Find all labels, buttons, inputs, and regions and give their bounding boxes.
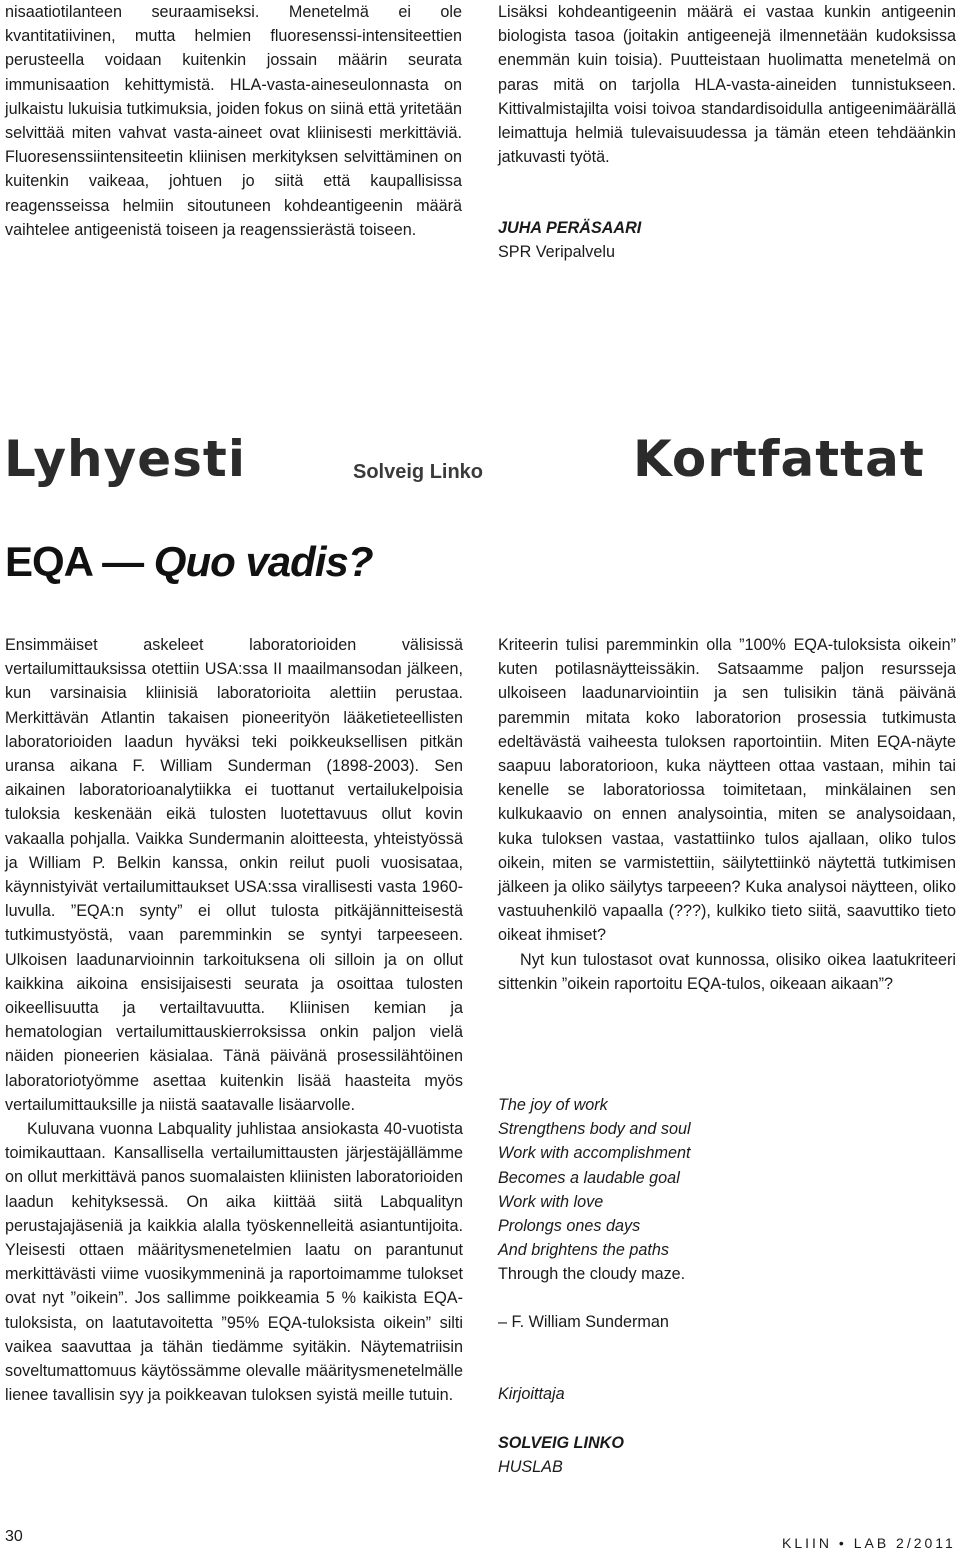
banner-author: Solveig Linko (353, 461, 484, 483)
previous-article-author-org: SPR Veripalvelu (498, 243, 615, 261)
article-headline (5, 538, 373, 586)
signature-org: HUSLAB (498, 1458, 563, 1476)
page-number: 30 (5, 1528, 23, 1545)
article-paragraph: Kriteerin tulisi paremminkin olla ”100% EQA-tuloksista oikein” kuten potilasnäytteissäkin. Satsaamme paljon resursseja ulkoiseen laadunarviointiin ja sen tulisikin tänä päivänä paremmin mitata koko laboratorion prosessia tutkimusta edeltävästä vaiheesta tuloksen raportointiin. Miten EQA-näyte saapuu laboratorioon, kuka näytteen ottaa vastaan, mihin tai kenelle se laboratoriossa toimitetaan, minkälainen sen kulkukaavio on ennen analysointia, miten se analysoidaan, kuka tuloksen vastaa, vastattiinko tulos ajallaan, oliko tulos oikein, miten se varmistettiin, säilytettiinkö näytettä tutkimisen jälkeen ja oliko säilytys tarpeeen? Kuka analysoi näytteen, oliko vastuuhenkilö vapaalla (???), kulkiko tieto siitä, saavuttiko tieto oikeat ihmiset? (498, 636, 956, 945)
poem-line: Prolongs ones days (498, 1217, 641, 1236)
previous-article-left-column (5, 0, 462, 242)
poem-line: And brightens the paths (498, 1241, 669, 1260)
article-paragraph: Nyt kun tulostasot ovat kunnossa, olisiko oikea laatukriteeri sittenkin ”oikein raportoitu EQA-tulos, oikeaan aikaan”? (498, 950, 956, 993)
headline-part-2: Quo vadis? (153, 538, 373, 585)
poem-line: Work with accomplishment (498, 1144, 691, 1163)
article-paragraph: Kuluvana vuonna Labquality juhlistaa ansiokasta 40-vuotista toimikauttaan. Kansallisella vertailumittausten järjestäjällämme on ollut merkittävä panos suomalaisten kliinisten laboratorioiden laadun kehityksessä. On aika kiittää siitä Labqualityn perustajajäseniä ja kaikkia alalla työskennelleitä asiantuntijoita. Yleisesti ottaen määritysmenetelmien laatu on parantunut merkittävästi viime vuosikymmeninä ja raportoimamme tulokset ovat nyt ”oikein”. Jos sallimme poikkeamia 5 % kaikista EQA-tuloksista, on laatutavoitetta ”95% EQA-tuloksista oikein” silti vaikea saavuttaa ja tähän tiedämme syitäkin. Näytematriisin soveltumattomuus käytössämme olevalle määritysmenetelmälle lienee tavallisin syy ja poikkeavan tuloksen syistä meille tutuin. (5, 1120, 464, 1405)
lyhyesti-logo: Lyhyesti (4, 430, 246, 488)
previous-article-paragraph: nisaatiotilanteen seuraamiseksi. Menetelmä ei ole kvantitatiivinen, mutta helmien fluoresenssi-intensiteettien perusteella voidaan kuitenkin jossain määrin seurata immunisaation kehittymistä. HLA-vasta-aineseulonnasta on julkaistu lukuisia tutkimuksia, joiden fokus on siinä että yritetään selvittää miten vahvat vasta-aineet ovat kliinisesti merkittäviä. Fluoresenssiintensiteetin kliinisen merkityksen selvittäminen on kuitenkin vaikeaa, johtuen jo siitä että kaupallisissa reagensseissa helmiin sitoutuneen kohdeantigeenin määrä vaihtelee antigeenistä toiseen ja reagenssierästä toiseen. (5, 3, 462, 239)
poem-line: Through the cloudy maze. (498, 1265, 686, 1284)
kortfattat-logo: Kortfattat (633, 430, 925, 488)
previous-article-right-column (498, 0, 956, 169)
article-paragraph: Ensimmäiset askeleet laboratorioiden välisissä vertailumittauksissa otettiin USA:ssa II maailmansodan jälkeen, kun varsinaisia kliinisiä laboratorioita alettiin perustaa. Merkittävän Atlantin takaisen pioneerityön lääketieteellisten laboratorioiden laadun hyväksi teki poikkeuksellisen pitkän uransa aikana F. William Sunderman (1898-2003). Sen aikainen laboratorioanalytiikka ei tuottanut vertailukelpoisia tuloksia keskenään eikä tulosten luotettavuus ollut kovin vakaalla pohjalla. Vaikka Sundermanin aloitteesta, yhteistyössä ja William P. Belkin kanssa, onkin reilut puoli vuosisataa, käynnistyivät vertailumittaukset USA:ssa virallisesti vasta 1960-luvulla. ”EQA:n synty” ei ollut tulosta pitkäjännitteisestä tutkimustyöstä, vaan paremminkin se syntyi tarpeeseen. Ulkoisen laadunarvioinnin tarkoituksena oli silloin ja on ollut kaikkina aikoina ensisijaisesti seurata ja osoittaa tulosten oikeellisuutta ja vertailtavuutta. Kliinisen kemian ja hematologian vertailumittauskierroksissa onkin paljon vielä näiden pioneerien käsialaa. Tänä päivänä prosessilähtöinen laboratoriotyömme asettaa kuitenkin lisää haasteita myös vertailumittauksille ja niistä saatavalle lisäarvolle. (5, 636, 463, 1114)
headline-part-1: EQA — (5, 538, 154, 585)
magazine-issue: KLIIN • LAB 2/2011 (782, 1535, 956, 1551)
poem-line: The joy of work (498, 1096, 608, 1114)
poem-line: Becomes a laudable goal (498, 1168, 680, 1187)
poem-line: Work with love (498, 1192, 604, 1211)
article-right-column (498, 633, 956, 996)
article-left-column (5, 633, 463, 1408)
poem-attribution: – F. William Sunderman (498, 1313, 669, 1331)
signature-name: SOLVEIG LINKO (498, 1434, 624, 1452)
previous-article-author-name: JUHA PERÄSAARI (498, 219, 642, 237)
poem (498, 1093, 691, 1287)
previous-article-paragraph: Lisäksi kohdeantigeenin määrä ei vastaa kunkin antigeenin biologista tasoa (joitakin antigeenejä ilmennetään kudoksissa enemmän kuin toisia). Puutteistaan huolimatta menetelmä on paras mitä on tarjolla HLA-vasta-aineiden tunnistukseen. Kittivalmistajilta voisi toivoa standardisoidulla antigeenimäärällä leimattuja helmiä tulevaisuudessa ja tämän eteen tehdäänkin jatkuvasti työtä. (498, 3, 956, 167)
signature-label: Kirjoittaja (498, 1385, 565, 1403)
poem-line: Strengthens body and soul (498, 1120, 691, 1139)
